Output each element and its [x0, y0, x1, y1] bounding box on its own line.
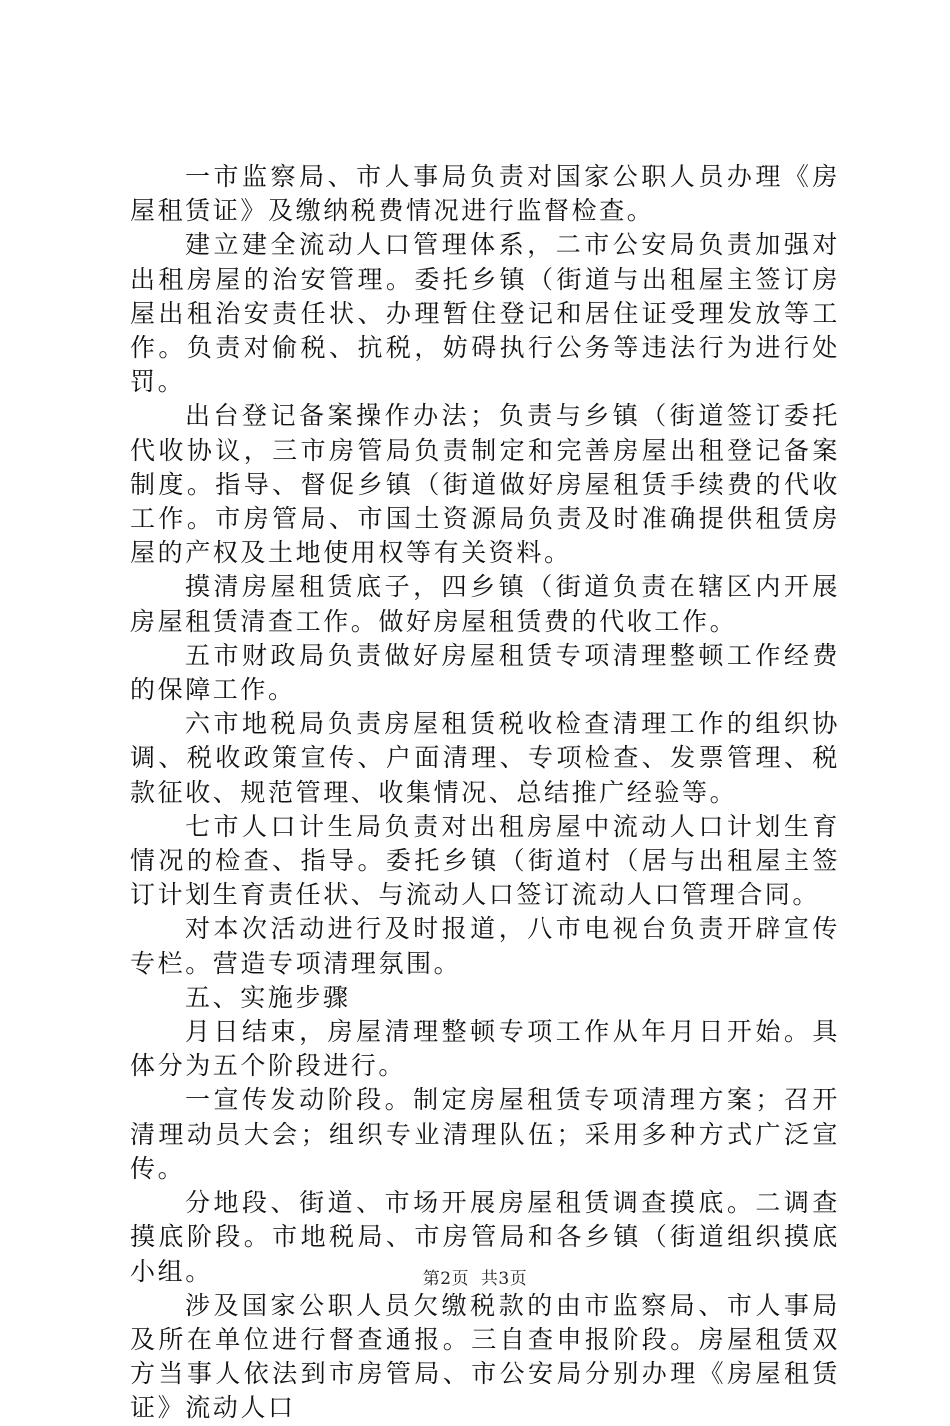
paragraph-9: 月日结束，房屋清理整顿专项工作从年月日开始。具体分为五个阶段进行。 — [130, 1017, 840, 1081]
paragraph-3: 出台登记备案操作办法；负责与乡镇（街道签订委托代收协议，三市房管局负责制定和完善房屋出租登记备案制度。指导、督促乡镇（街道做好房屋租赁手续费的代收工作。市房管局、市国土资源局负责及时准确提供租赁房屋的产权及土地使用权等有关资料。 — [130, 401, 840, 568]
paragraph-7: 七市人口计生局负责对出租房屋中流动人口计划生育情况的检查、指导。委托乡镇（街道村（居与出租屋主签订计划生育责任状、与流动人口签订流动人口管理合同。 — [130, 811, 840, 910]
paragraph-11: 分地段、街道、市场开展房屋租赁调查摸底。二调查摸底阶段。市地税局、市房管局和各乡镇（街道组织摸底小组。 — [130, 1188, 840, 1286]
paragraph-5: 五市财政局负责做好房屋租赁专项清理整顿工作经费的保障工作。 — [130, 640, 840, 705]
paragraph-4: 摸清房屋租赁底子，四乡镇（街道负责在辖区内开展房屋租赁清查工作。做好房屋租赁费的代收工作。 — [130, 572, 840, 636]
paragraph-12: 涉及国家公职人员欠缴税款的由市监察局、市人事局及所在单位进行督查通报。三自查申报阶段。房屋租赁双方当事人依法到市房管局、市公安局分别办理《房屋租赁证》流动人口 — [130, 1290, 840, 1423]
paragraph-2: 建立建全流动人口管理体系，二市公安局负责加强对出租房屋的治安管理。委托乡镇（街道与出租屋主签订房屋出租治安责任状、办理暂住登记和居住证受理发放等工作。负责对偷税、抗税，妨碍执行公务等违法行为进行处罚。 — [130, 230, 840, 397]
paragraph-10: 一宣传发动阶段。制定房屋租赁专项清理方案；召开清理动员大会；组织专业清理队伍；采用多种方式广泛宣传。 — [130, 1085, 840, 1183]
paragraph-6: 六市地税局负责房屋租赁税收检查清理工作的组织协调、税收政策宣传、户面清理、专项检查、发票管理、税款征收、规范管理、收集情况、总结推广经验等。 — [130, 709, 840, 807]
page-footer — [0, 1268, 950, 1290]
document-body — [130, 160, 840, 1426]
page-number: 第2页 共3页 — [422, 1269, 528, 1289]
paragraph-8: 对本次活动进行及时报道，八市电视台负责开辟宣传专栏。营造专项清理氛围。 — [130, 914, 840, 978]
paragraph-1: 一市监察局、市人事局负责对国家公职人员办理《房屋租赁证》及缴纳税费情况进行监督检查。 — [130, 162, 840, 226]
section-heading: 五、实施步骤 — [185, 982, 351, 1012]
